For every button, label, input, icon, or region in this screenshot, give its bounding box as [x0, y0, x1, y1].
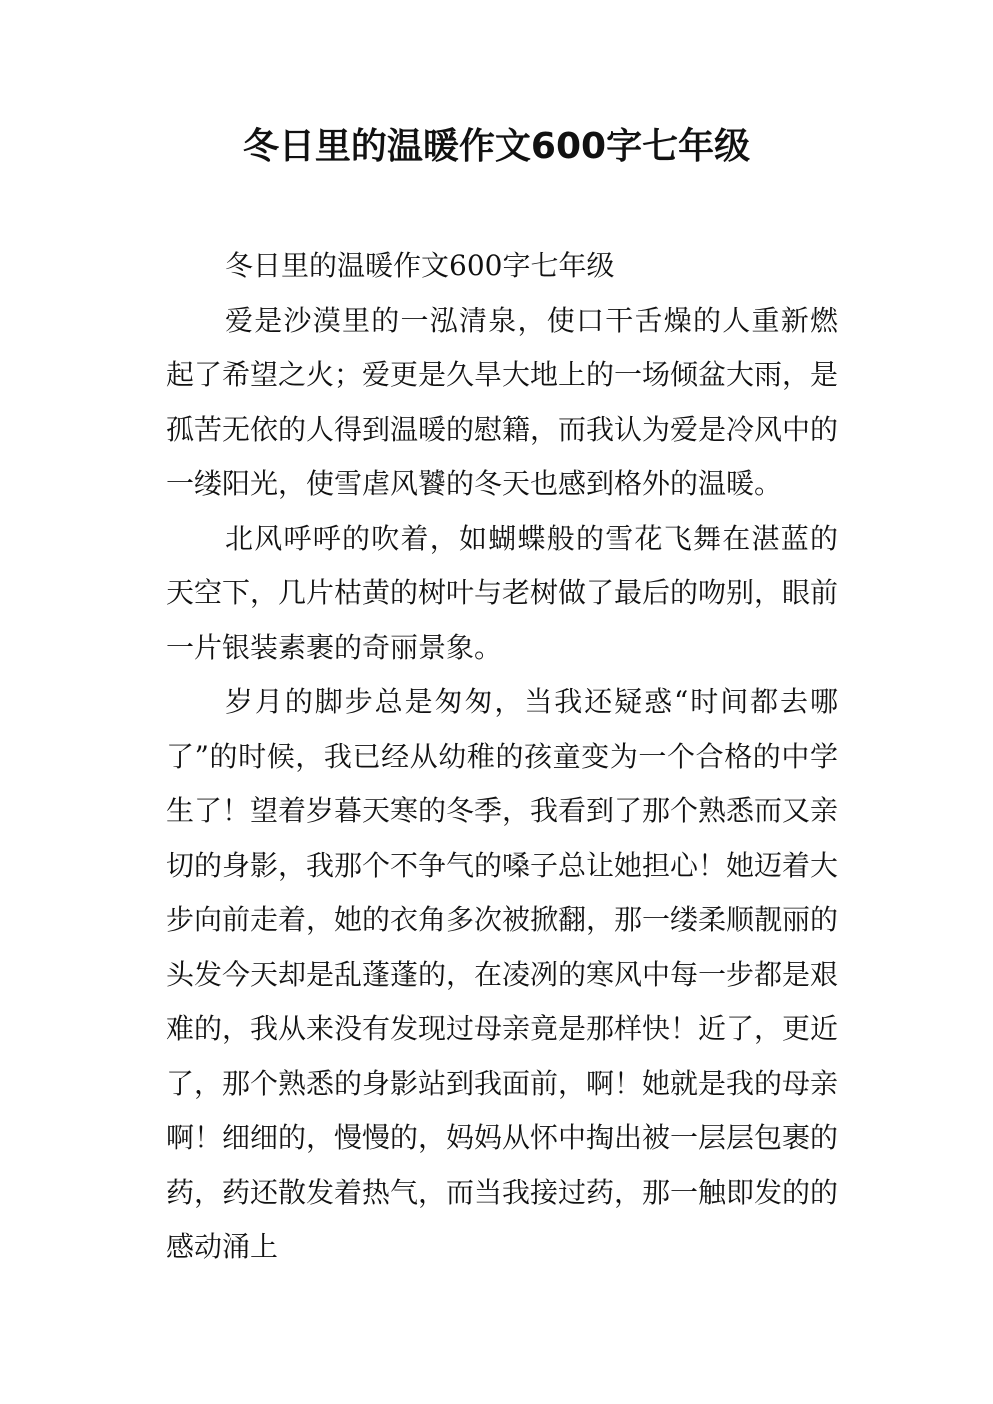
paragraph-subtitle: 冬日里的温暖作文600字七年级	[225, 249, 615, 282]
document-body	[166, 239, 838, 1275]
document-title: 冬日里的温暖作文600字七年级	[242, 126, 751, 167]
paragraph-1: 爱是沙漠里的一泓清泉，使口干舌燥的人重新燃起了希望之火；爱更是久旱大地上的一场倾盆大雨，是孤苦无依的人得到温暖的慰籍，而我认为爱是冷风中的一缕阳光，使雪虐风饕的冬天也感到格外的温暖。	[166, 303, 839, 500]
paragraph-3: 岁月的脚步总是匆匆，当我还疑惑“时间都去哪了”的时候，我已经从幼稚的孩童变为一个合格的中学生了！望着岁暮天寒的冬季，我看到了那个熟悉而又亲切的身影，我那个不争气的嗓子总让她担心！她迈着大步向前走着，她的衣角多次被掀翻，那一缕柔顺靓丽的头发今天却是乱蓬蓬的，在凌冽的寒风中每一步都是艰难的，我从来没有发现过母亲竟是那样快！近了，更近了，那个熟悉的身影站到我面前，啊！她就是我的母亲啊！细细的，慢慢的，妈妈从怀中掏出被一层层包裹的药，药还散发着热气，而当我接过药，那一触即发的的感动涌上	[166, 685, 839, 1263]
paragraph-2: 北风呼呼的吹着，如蝴蝶般的雪花飞舞在湛蓝的天空下，几片枯黄的树叶与老树做了最后的吻别，眼前一片银装素裹的奇丽景象。	[166, 521, 839, 664]
